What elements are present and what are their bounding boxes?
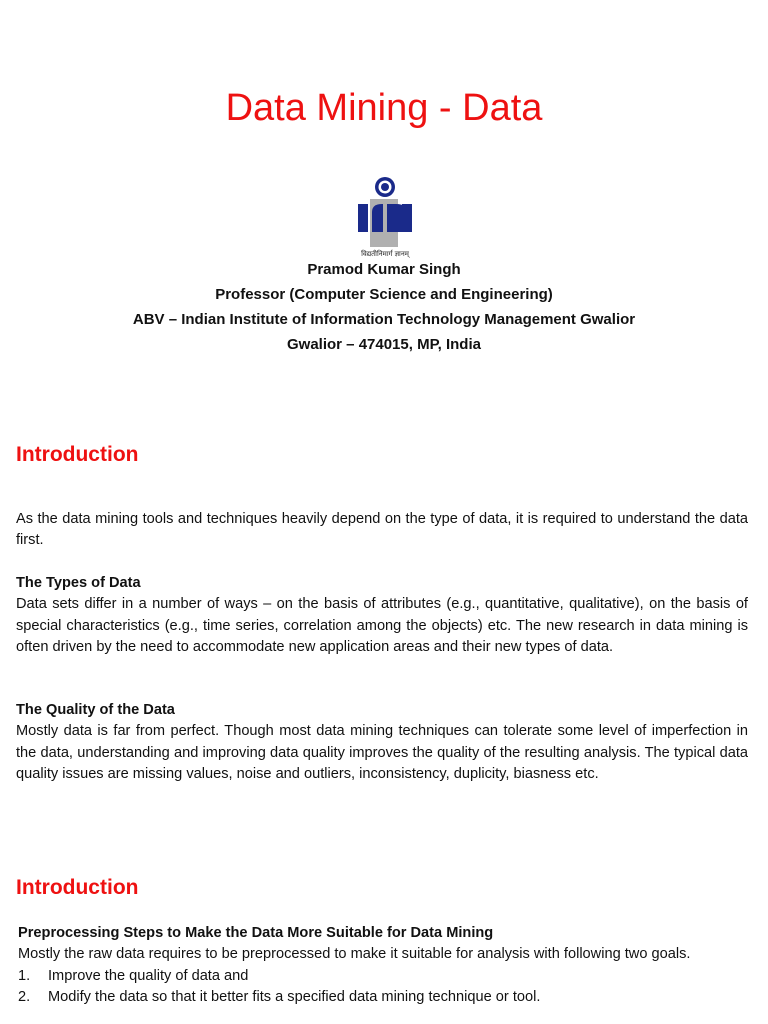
section-heading: Introduction [16, 443, 139, 466]
steps-list [18, 966, 750, 1009]
subsection-text: Mostly the raw data requires to be preprocessed to make it suitable for analysis with following two goals. [18, 946, 691, 963]
subsection-heading: The Types of Data [16, 575, 141, 591]
list-item [18, 966, 750, 987]
list-item-text: Modify the data so that it better fits a specified data mining technique or tool. [48, 988, 541, 1005]
subsection-preprocessing [18, 923, 750, 1008]
subsection-heading: The Quality of the Data [16, 702, 175, 718]
list-item-number: 2. [18, 988, 31, 1005]
author-institute: ABV – Indian Institute of Information Technology Management Gwalior [132, 311, 636, 328]
section-intro [16, 509, 748, 552]
section-intro-text: As the data mining tools and techniques heavily depend on the type of data, it is required to understand the data first. [16, 511, 748, 549]
subsection-types-of-data [16, 573, 748, 658]
list-item-number: 1. [18, 967, 31, 984]
subsection-quality-of-data [16, 700, 748, 785]
subsection-heading: Preprocessing Steps to Make the Data More Suitable for Data Mining [18, 925, 494, 941]
author-name: Pramod Kumar Singh [307, 261, 461, 278]
page-title: Data Mining - Data [225, 87, 543, 129]
section-heading: Introduction [16, 876, 139, 899]
list-item [18, 987, 750, 1008]
logo-caption: विद्यतीनिमार्ग ज्ञानम् [361, 251, 409, 258]
author-address: Gwalior – 474015, MP, India [287, 336, 481, 353]
subsection-text: Mostly data is far from perfect. Though most data mining techniques can tolerate some level of imperfection in the data, understanding and improving data quality improves the quality of the resulting analysis. The typical data quality issues are missing values, noise and outliers, inconsistency, duplicity, biasness etc. [16, 723, 748, 782]
subsection-text: Data sets differ in a number of ways – on the basis of attributes (e.g., quantitative, qualitative), on the basis of special characteristics (e.g., time series, correlation among the objects) etc. The new research in data mining is often driven by the need to accommodate new application areas and their new types of data. [16, 596, 748, 655]
author-block [0, 257, 768, 357]
list-item-text: Improve the quality of data and [48, 967, 249, 984]
iiitm-logo-icon [352, 176, 418, 260]
author-designation: Professor (Computer Science and Engineering) [215, 286, 553, 303]
